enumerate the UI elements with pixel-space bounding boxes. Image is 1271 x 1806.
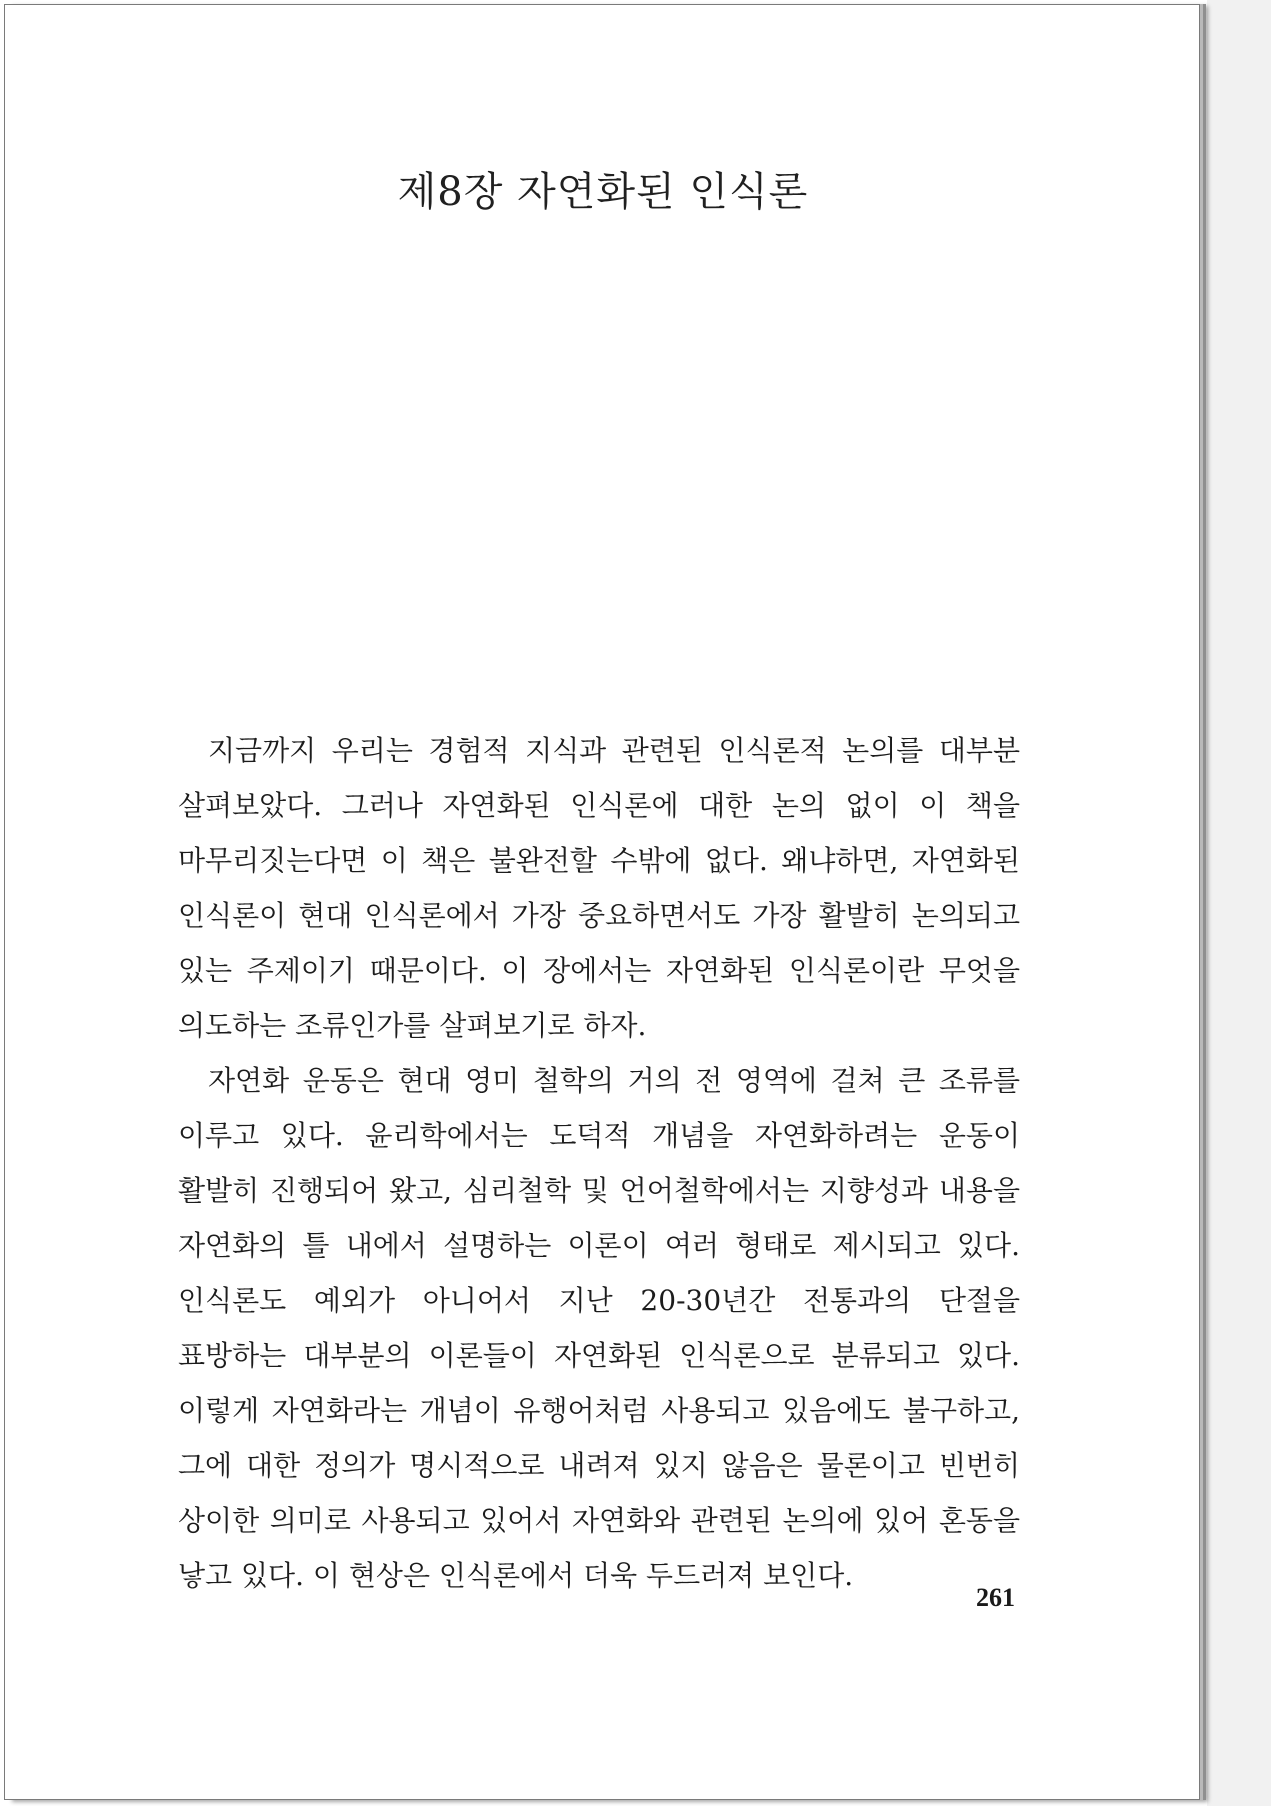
book-page — [4, 4, 1200, 1800]
page-number: 261 — [976, 1583, 1015, 1612]
chapter-title: 제8장 자연화된 인식론 — [397, 169, 809, 215]
body-text — [178, 723, 1020, 1603]
page-gutter — [1207, 0, 1271, 1806]
paragraph-1: 지금까지 우리는 경험적 지식과 관련된 인식론적 논의를 대부분 살펴보았다. 그러나 자연화된 인식론에 대한 논의 없이 이 책을 마무리짓는다면 이 책은 불완전할 수밖에 없다. 왜냐하면, 자연화된 인식론이 현대 인식론에서 가장 중요하면서도 가장 활발히 논의되고 있는 주제이기 때문이다. 이 장에서는 자연화된 인식론이란 무엇을 의도하는 조류인가를 살펴보기로 하자. — [178, 734, 1020, 1042]
paragraph-2: 자연화 운동은 현대 영미 철학의 거의 전 영역에 걸쳐 큰 조류를 이루고 있다. 윤리학에서는 도덕적 개념을 자연화하려는 운동이 활발히 진행되어 왔고, 심리철학 및 언어철학에서는 지향성과 내용을 자연화의 틀 내에서 설명하는 이론이 여러 형태로 제시되고 있다. 인식론도 예외가 아니어서 지난 20-30년간 전통과의 단절을 표방하는 대부분의 이론들이 자연화된 인식론으로 분류되고 있다. 이렇게 자연화라는 개념이 유행어처럼 사용되고 있음에도 불구하고, 그에 대한 정의가 명시적으로 내려져 있지 않음은 물론이고 빈번히 상이한 의미로 사용되고 있어서 자연화와 관련된 논의에 있어 혼동을 낳고 있다. 이 현상은 인식론에서 더욱 두드러져 보인다. — [178, 1064, 1020, 1592]
